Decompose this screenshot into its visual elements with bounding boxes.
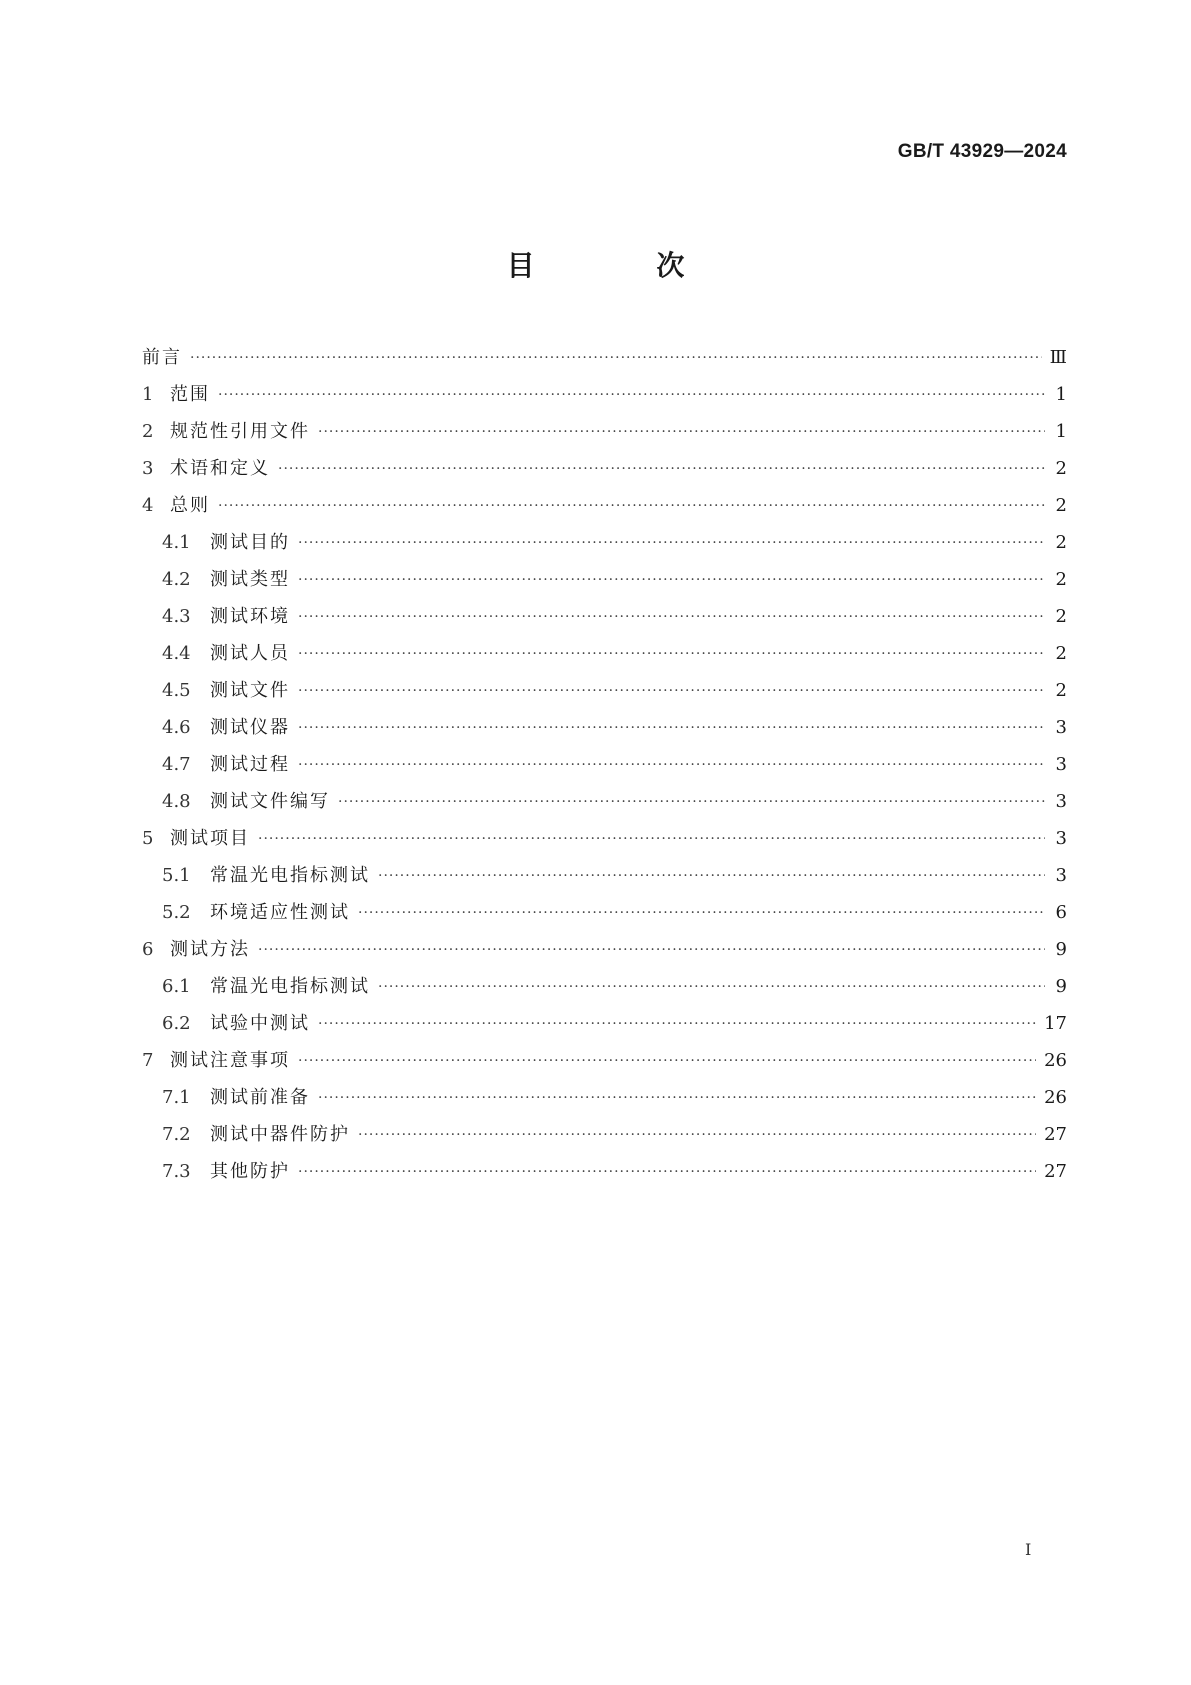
toc-entry-label: 总则 <box>170 494 210 516</box>
toc-entry[interactable] <box>142 561 1067 598</box>
toc-entry-label: 环境适应性测试 <box>210 901 350 923</box>
leader-dots <box>218 496 1045 516</box>
toc-entry-number: 4.8 <box>162 790 191 812</box>
toc-entry-label: 测试文件编写 <box>210 790 330 812</box>
toc-entry-label: 测试文件 <box>210 679 290 701</box>
toc-entry[interactable] <box>142 672 1067 709</box>
toc-entry-label: 常温光电指标测试 <box>210 975 370 997</box>
leader-dots <box>190 348 1042 368</box>
leader-dots <box>218 385 1045 405</box>
toc-entry-page: 2 <box>1055 679 1067 701</box>
toc-entry-page: 26 <box>1044 1049 1067 1071</box>
leader-dots <box>378 977 1045 997</box>
toc-entry-number: 7 <box>142 1049 154 1071</box>
toc-entry[interactable] <box>142 598 1067 635</box>
toc-entry-page: 3 <box>1055 864 1067 886</box>
table-of-contents <box>142 339 1067 1190</box>
leader-dots <box>298 718 1045 738</box>
toc-entry[interactable] <box>142 1079 1067 1116</box>
toc-entry[interactable] <box>142 746 1067 783</box>
toc-entry-page: 3 <box>1055 753 1067 775</box>
toc-entry-number: 4.4 <box>162 642 191 664</box>
toc-entry-page: 27 <box>1044 1123 1067 1145</box>
toc-entry-number: 5.2 <box>162 901 191 923</box>
toc-entry-label: 试验中测试 <box>210 1012 310 1034</box>
toc-entry-number: 5 <box>142 827 154 849</box>
toc-entry[interactable] <box>142 894 1067 931</box>
toc-entry-label: 测试前准备 <box>210 1086 310 1108</box>
leader-dots <box>318 1014 1036 1034</box>
toc-entry-page: 2 <box>1055 605 1067 627</box>
leader-dots <box>358 903 1045 923</box>
toc-entry-number: 7.3 <box>162 1160 191 1182</box>
leader-dots <box>298 644 1045 664</box>
toc-entry-page: Ⅲ <box>1049 346 1067 368</box>
toc-entry[interactable] <box>142 1116 1067 1153</box>
page-number: I <box>1025 1540 1032 1559</box>
toc-entry[interactable] <box>142 709 1067 746</box>
toc-entry-label: 术语和定义 <box>170 457 270 479</box>
toc-entry-label: 测试仪器 <box>210 716 290 738</box>
toc-entry-label: 测试目的 <box>210 531 290 553</box>
toc-entry-page: 2 <box>1055 457 1067 479</box>
toc-entry-page: 2 <box>1055 642 1067 664</box>
toc-entry-label: 测试方法 <box>170 938 250 960</box>
toc-entry-page: 2 <box>1055 494 1067 516</box>
toc-entry-number: 4.1 <box>162 531 191 553</box>
toc-entry-page: 9 <box>1055 975 1067 997</box>
leader-dots <box>298 570 1045 590</box>
leader-dots <box>258 829 1045 849</box>
toc-entry-label: 测试项目 <box>170 827 250 849</box>
toc-entry-page: 1 <box>1055 383 1067 405</box>
leader-dots <box>318 422 1045 442</box>
toc-entry[interactable] <box>142 1005 1067 1042</box>
toc-entry[interactable] <box>142 339 1067 376</box>
leader-dots <box>358 1125 1036 1145</box>
toc-entry-page: 3 <box>1055 790 1067 812</box>
page-title: 目 次 <box>506 249 741 282</box>
leader-dots <box>298 681 1045 701</box>
toc-entry[interactable] <box>142 450 1067 487</box>
toc-entry-label: 规范性引用文件 <box>170 420 310 442</box>
toc-entry-number: 7.2 <box>162 1123 191 1145</box>
toc-entry-page: 2 <box>1055 568 1067 590</box>
toc-entry-label: 测试人员 <box>210 642 290 664</box>
toc-entry-page: 6 <box>1055 901 1067 923</box>
toc-entry-number: 4.3 <box>162 605 191 627</box>
leader-dots <box>298 533 1045 553</box>
toc-entry-page: 26 <box>1044 1086 1067 1108</box>
leader-dots <box>298 607 1045 627</box>
leader-dots <box>318 1088 1036 1108</box>
toc-entry-label: 前言 <box>142 346 182 368</box>
toc-entry[interactable] <box>142 931 1067 968</box>
toc-entry-number: 5.1 <box>162 864 191 886</box>
toc-entry-page: 3 <box>1055 827 1067 849</box>
toc-entry-number: 4.2 <box>162 568 191 590</box>
toc-entry-page: 3 <box>1055 716 1067 738</box>
toc-entry-number: 1 <box>142 383 154 405</box>
toc-entry[interactable] <box>142 413 1067 450</box>
leader-dots <box>258 940 1045 960</box>
toc-entry[interactable] <box>142 376 1067 413</box>
toc-entry-label: 测试中器件防护 <box>210 1123 350 1145</box>
standard-code: GB/T 43929—2024 <box>897 141 1067 162</box>
toc-entry-number: 4.7 <box>162 753 191 775</box>
leader-dots <box>298 1051 1036 1071</box>
toc-entry-page: 2 <box>1055 531 1067 553</box>
leader-dots <box>298 1162 1036 1182</box>
toc-entry[interactable] <box>142 857 1067 894</box>
toc-entry-page: 9 <box>1055 938 1067 960</box>
toc-entry[interactable] <box>142 487 1067 524</box>
toc-entry[interactable] <box>142 1042 1067 1079</box>
toc-entry-number: 4 <box>142 494 154 516</box>
toc-entry-number: 4.6 <box>162 716 191 738</box>
toc-entry[interactable] <box>142 783 1067 820</box>
toc-entry-number: 2 <box>142 420 154 442</box>
toc-entry-label: 测试类型 <box>210 568 290 590</box>
leader-dots <box>278 459 1045 479</box>
toc-entry-number: 7.1 <box>162 1086 191 1108</box>
toc-entry-label: 测试过程 <box>210 753 290 775</box>
toc-entry[interactable] <box>142 635 1067 672</box>
toc-entry-page: 1 <box>1055 420 1067 442</box>
toc-entry[interactable] <box>142 968 1067 1005</box>
toc-entry-page: 27 <box>1044 1160 1067 1182</box>
toc-entry-label: 测试环境 <box>210 605 290 627</box>
toc-entry[interactable] <box>142 524 1067 561</box>
leader-dots <box>338 792 1045 812</box>
toc-entry-page: 17 <box>1044 1012 1067 1034</box>
toc-entry-number: 6.2 <box>162 1012 191 1034</box>
leader-dots <box>378 866 1045 886</box>
toc-entry[interactable] <box>142 820 1067 857</box>
toc-entry-label: 范围 <box>170 383 210 405</box>
leader-dots <box>298 755 1045 775</box>
toc-entry-number: 6.1 <box>162 975 191 997</box>
toc-entry-label: 常温光电指标测试 <box>210 864 370 886</box>
toc-entry[interactable] <box>142 1153 1067 1190</box>
toc-entry-label: 测试注意事项 <box>170 1049 290 1071</box>
toc-entry-number: 4.5 <box>162 679 191 701</box>
toc-entry-number: 3 <box>142 457 154 479</box>
toc-entry-label: 其他防护 <box>210 1160 290 1182</box>
toc-entry-number: 6 <box>142 938 154 960</box>
